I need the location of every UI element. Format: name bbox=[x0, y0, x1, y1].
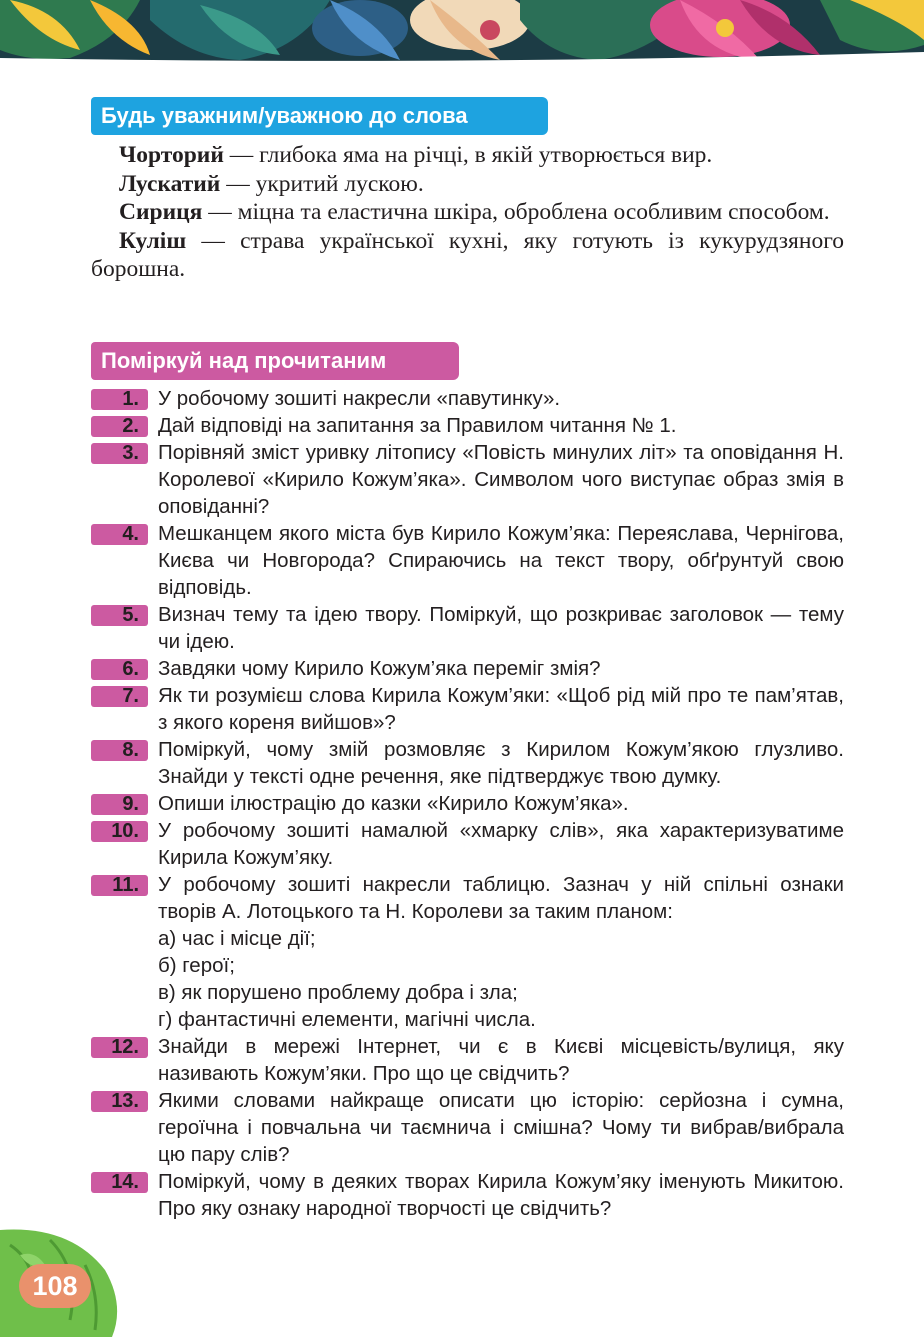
question-number: 1. bbox=[91, 389, 148, 410]
glossary-heading: Будь уважним/уважною до слова bbox=[91, 97, 548, 135]
flower-banner-illustration bbox=[0, 0, 924, 62]
question-item bbox=[91, 817, 844, 871]
glossary-definition: — міцна та еластична шкіра, оброблена особливим способом. bbox=[202, 199, 830, 226]
question-text: Завдяки чому Кирило Кожум’яка переміг змія? bbox=[158, 657, 601, 680]
page-number: 108 bbox=[19, 1264, 91, 1308]
question-item bbox=[91, 682, 844, 736]
glossary-list bbox=[91, 141, 844, 284]
glossary-definition: — глибока яма на річці, в якій утворюється вир. bbox=[223, 142, 713, 168]
glossary-entry bbox=[91, 227, 844, 284]
question-text: Опиши ілюстрацію до казки «Кирило Кожум’яка». bbox=[158, 792, 629, 815]
questions-list bbox=[91, 385, 844, 1222]
question-text: Як ти розумієш слова Кирила Кожум’яки: «Щоб рід мій про те пам’ятав, з якого кореня вийшов»? bbox=[158, 684, 844, 734]
question-number: 4. bbox=[91, 524, 148, 545]
glossary-definition: — страва української кухні, яку готують із кукурудзяного борошна. bbox=[91, 227, 844, 283]
question-text: У робочому зошиті накресли «павутинку». bbox=[158, 387, 561, 410]
question-item bbox=[91, 412, 844, 439]
question-subitem: г) фантастичні елементи, магічні числа. bbox=[158, 1008, 536, 1031]
question-item bbox=[91, 1168, 844, 1222]
glossary-term: Куліш bbox=[119, 227, 187, 254]
question-item bbox=[91, 655, 844, 682]
question-number: 6. bbox=[91, 659, 148, 680]
question-text: Мешканцем якого міста був Кирило Кожум’яка: Переяслава, Чернігова, Києва чи Новгорода? Спираючись на текст твору, обґрунтуй свою відповідь. bbox=[158, 522, 844, 599]
question-text: Порівняй зміст уривку літопису «Повість минулих літ» та оповідання Н. Королевої «Кирило Кожум’яка». Символом чого виступає образ змія в оповіданні? bbox=[158, 441, 844, 518]
question-number: 3. bbox=[91, 443, 148, 464]
question-subitem: в) як порушено проблему добра і зла; bbox=[158, 981, 518, 1004]
question-number: 10. bbox=[91, 821, 148, 842]
question-number: 8. bbox=[91, 740, 148, 761]
question-number: 7. bbox=[91, 686, 148, 707]
question-text: У робочому зошиті намалюй «хмарку слів», яка характеризуватиме Кирила Кожум’яку. bbox=[158, 819, 844, 869]
question-number: 11. bbox=[91, 875, 148, 896]
question-text: Поміркуй, чому змій розмовляє з Кирилом Кожум’якою глузливо. Знайди у тексті одне речення, яке підтверджує твою думку. bbox=[158, 738, 844, 788]
question-text: Якими словами найкраще описати цю історію: серйозна і сумна, героїчна і повчальна чи таємнича і смішна? Чому ти вибрав/вибрала цю пару слів? bbox=[158, 1089, 844, 1166]
question-number: 12. bbox=[91, 1037, 148, 1058]
question-item bbox=[91, 1087, 844, 1168]
question-item bbox=[91, 601, 844, 655]
glossary-term: Сириця bbox=[119, 199, 203, 226]
question-text: Знайди в мережі Інтернет, чи є в Києві місцевість/вулиця, яку називають Кожум’яки. Про що це свідчить? bbox=[158, 1035, 844, 1085]
question-subitem: б) герої; bbox=[158, 954, 235, 977]
questions-heading: Поміркуй над прочитаним bbox=[91, 342, 459, 380]
question-number: 13. bbox=[91, 1091, 148, 1112]
question-number: 5. bbox=[91, 605, 148, 626]
glossary-definition: — укритий лускою. bbox=[220, 170, 424, 197]
glossary-term: Чорторий bbox=[119, 142, 224, 168]
question-text: У робочому зошиті накресли таблицю. Зазнач у ній спільні ознаки творів А. Лотоцького та Н. Королеви за таким планом: bbox=[158, 873, 844, 923]
question-text: Поміркуй, чому в деяких творах Кирила Кожум’яку іменують Микитою. Про яку ознаку народної творчості це свідчить? bbox=[158, 1170, 844, 1220]
question-number: 14. bbox=[91, 1172, 148, 1193]
question-subitem: а) час і місце дії; bbox=[158, 927, 316, 950]
glossary-entry bbox=[91, 170, 844, 199]
question-item bbox=[91, 736, 844, 790]
question-item bbox=[91, 871, 844, 1033]
question-item bbox=[91, 439, 844, 520]
question-number: 9. bbox=[91, 794, 148, 815]
question-item bbox=[91, 790, 844, 817]
question-text: Визнач тему та ідею твору. Поміркуй, що розкриває заголовок — тему чи ідею. bbox=[158, 603, 844, 653]
question-number: 2. bbox=[91, 416, 148, 437]
question-text: Дай відповіді на запитання за Правилом читання № 1. bbox=[158, 414, 677, 437]
question-item bbox=[91, 520, 844, 601]
question-item bbox=[91, 1033, 844, 1087]
flower-banner bbox=[0, 0, 924, 62]
glossary-entry bbox=[91, 198, 844, 227]
question-item bbox=[91, 385, 844, 412]
glossary-entry bbox=[91, 141, 844, 170]
glossary-term: Лускатий bbox=[119, 170, 221, 197]
